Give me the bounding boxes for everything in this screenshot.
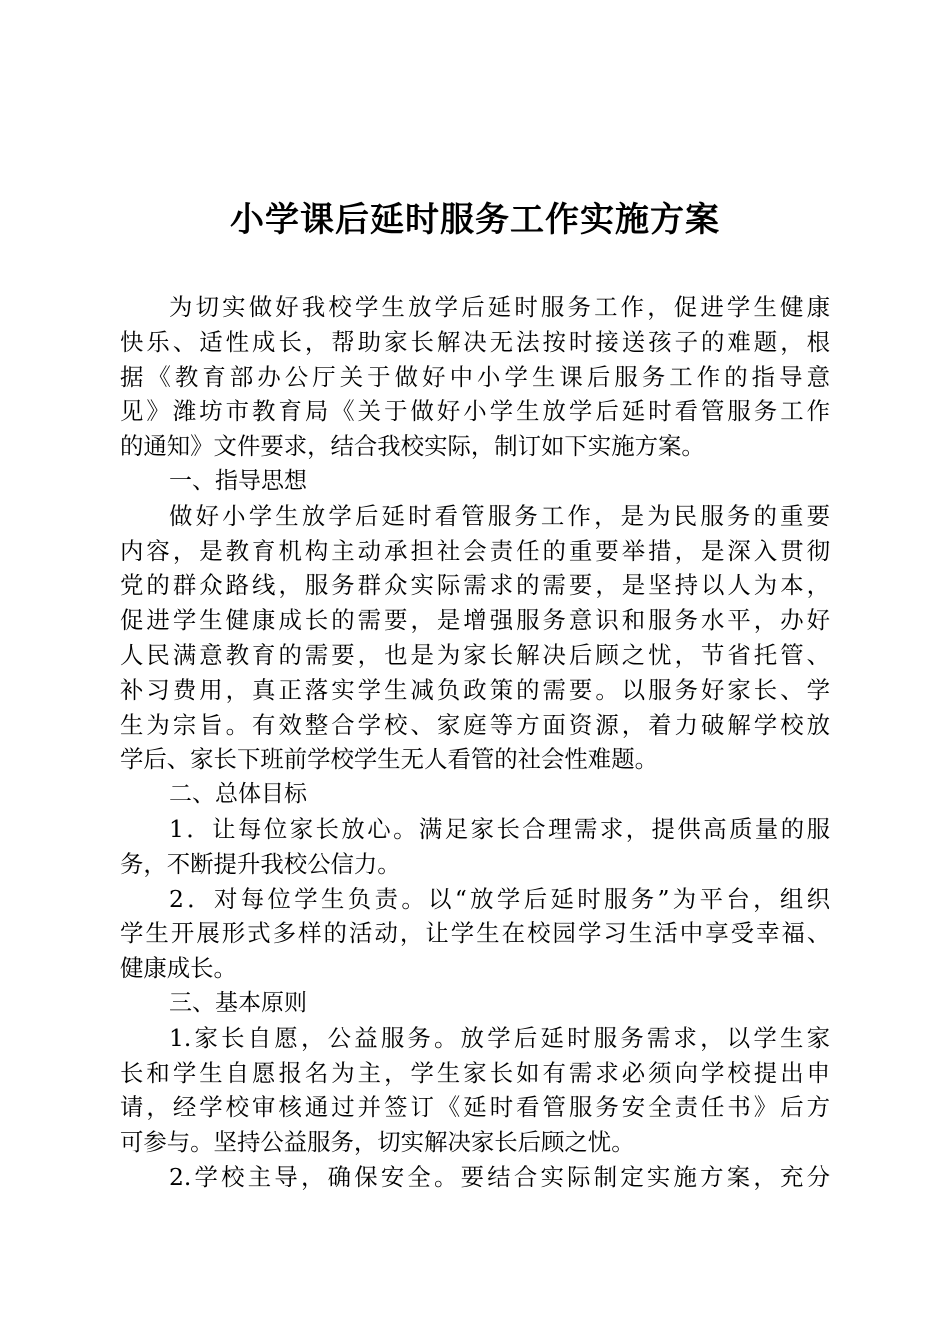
text-line: 据《教育部办公厅关于做好中小学生课后服务工作的指导意 — [120, 362, 830, 391]
paragraph-goal-1 — [120, 812, 830, 882]
text-line: 1.家长自愿，公益服务。放学后延时服务需求，以学生家 — [169, 1023, 830, 1052]
paragraph-principle-1 — [120, 1021, 830, 1160]
text-line: 务，不断提升我校公信力。 — [120, 849, 401, 878]
text-line: 见》潍坊市教育局《关于做好小学生放学后延时看管服务工作 — [120, 397, 830, 426]
text-line: 补习费用，真正落实学生减负政策的需要。以服务好家长、学 — [120, 675, 830, 704]
text-line: 学生开展形式多样的活动，让学生在校园学习生活中享受幸福、 — [120, 919, 830, 948]
document-body — [120, 290, 830, 1195]
text-line: 做好小学生放学后延时看管服务工作，是为民服务的重要 — [169, 501, 830, 530]
paragraph-intro — [120, 290, 830, 464]
text-line: 内容，是教育机构主动承担社会责任的重要举措，是深入贯彻 — [120, 536, 830, 565]
text-line: 健康成长。 — [120, 954, 237, 983]
text-line: 的通知》文件要求，结合我校实际，制订如下实施方案。 — [120, 432, 705, 461]
text-line: 为切实做好我校学生放学后延时服务工作，促进学生健康 — [169, 293, 830, 321]
text-line: 1．让每位家长放心。满足家长合理需求，提供高质量的服 — [169, 814, 830, 843]
text-line: 请，经学校审核通过并签订《延时看管服务安全责任书》后方 — [120, 1093, 830, 1122]
text-line: 党的群众路线，服务群众实际需求的需要，是坚持以人为本， — [120, 571, 830, 600]
text-line: 学后、家长下班前学校学生无人看管的社会性难题。 — [120, 745, 658, 774]
text-line: 生为宗旨。有效整合学校、家庭等方面资源，着力破解学校放 — [120, 710, 830, 739]
paragraph-guiding-ideology — [120, 499, 830, 777]
text-line: 促进学生健康成长的需要，是增强服务意识和服务水平，办好 — [120, 606, 830, 635]
text-line: 长和学生自愿报名为主，学生家长如有需求必须向学校提出申 — [120, 1058, 830, 1087]
text-line: 快乐、适性成长，帮助家长解决无法按时接送孩子的难题，根 — [120, 327, 830, 356]
document-title: 小学课后延时服务工作实施方案 — [230, 200, 720, 240]
text-line: 可参与。坚持公益服务，切实解决家长后顾之忧。 — [120, 1128, 635, 1157]
section-heading-guiding-ideology: 一、指导思想 — [169, 467, 307, 494]
paragraph-principle-2 — [120, 1160, 830, 1195]
text-line: 2．对每位学生负责。以“放学后延时服务”为平台，组织 — [169, 884, 830, 913]
paragraph-goal-2 — [120, 882, 830, 986]
section-heading-overall-goals: 二、总体目标 — [169, 781, 307, 808]
text-line: 2.学校主导，确保安全。要结合实际制定实施方案，充分 — [169, 1162, 830, 1191]
text-line: 人民满意教育的需要，也是为家长解决后顾之忧，节省托管、 — [120, 640, 830, 669]
section-heading-basic-principles: 三、基本原则 — [169, 989, 307, 1016]
